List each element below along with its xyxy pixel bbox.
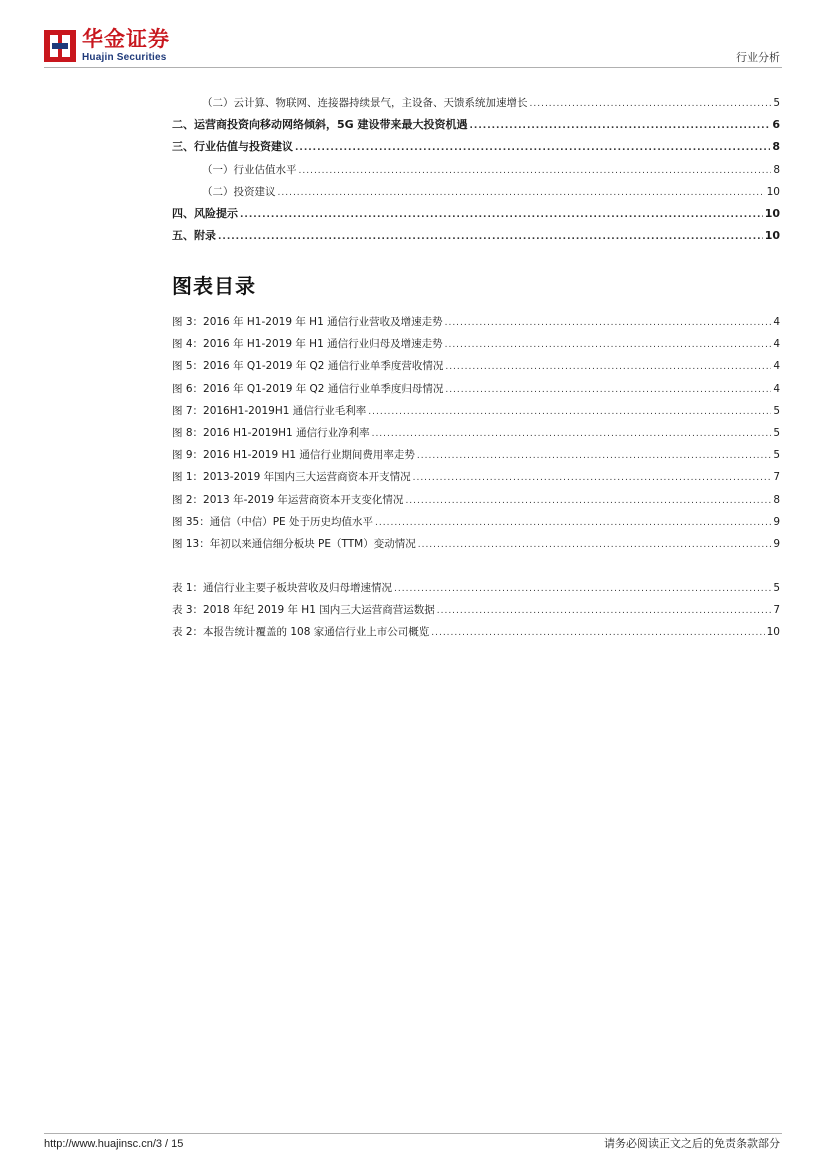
company-name-cn: 华金证券 <box>82 27 170 51</box>
figure-entry-page: 5 <box>773 449 780 462</box>
figure-entry[interactable] <box>172 355 780 377</box>
figure-entry-title: 图 9：2016 H1-2019 H1 通信行业期间费用率走势 <box>172 449 415 462</box>
toc-leader <box>418 534 772 556</box>
toc-leader <box>405 490 771 512</box>
toc-leader <box>437 600 772 622</box>
toc-leader <box>530 93 772 115</box>
toc-leader <box>417 445 771 467</box>
huajin-logo-icon <box>44 30 76 62</box>
toc-entry-page: 5 <box>773 97 780 109</box>
figure-entry[interactable] <box>172 489 780 511</box>
toc-entry-page: 8 <box>772 140 780 154</box>
company-name-en: Huajin Securities <box>82 52 167 63</box>
table-entry[interactable] <box>172 577 780 599</box>
toc-entry-page: 10 <box>766 185 780 198</box>
table-entry-title: 表 1：通信行业主要子板块营收及归母增速情况 <box>172 582 393 594</box>
toc-entry-title: （二）投资建议 <box>202 185 276 198</box>
figure-entry-page: 9 <box>773 515 780 528</box>
table-entry-page: 10 <box>766 626 780 639</box>
footer-disclaimer: 请务必阅读正文之后的免责条款部分 <box>604 1137 780 1150</box>
figure-entry-title: 图 1：2013-2019 年国内三大运营商资本开支情况 <box>172 471 411 484</box>
toc-entry-title: （一）行业估值水平 <box>202 163 297 176</box>
figure-entry-page: 4 <box>773 338 780 351</box>
toc-leader <box>240 204 763 226</box>
figure-entry-title: 图 4：2016 年 H1-2019 年 H1 通信行业归母及增速走势 <box>172 338 443 351</box>
figure-entry[interactable] <box>172 533 780 555</box>
toc-leader <box>375 512 771 534</box>
figure-entry-title: 图 6：2016 年 Q1-2019 年 Q2 通信行业单季度归母情况 <box>172 382 444 395</box>
figure-entry[interactable] <box>172 378 780 400</box>
toc-entry-page: 10 <box>764 229 780 243</box>
toc-entry-page: 6 <box>772 118 780 132</box>
figure-entry-page: 8 <box>773 493 780 506</box>
table-entry-page: 7 <box>773 604 780 617</box>
figure-entry-page: 5 <box>773 426 780 439</box>
toc-entry[interactable] <box>172 181 780 203</box>
table-entry[interactable] <box>172 599 780 621</box>
figure-entry-title: 图 7：2016H1-2019H1 通信行业毛利率 <box>172 404 367 417</box>
toc-entry[interactable] <box>172 203 780 225</box>
figure-entry-title: 图 3：2016 年 H1-2019 年 H1 通信行业营收及增速走势 <box>172 316 443 328</box>
toc-leader <box>431 622 764 644</box>
figure-entry[interactable] <box>172 422 780 444</box>
toc-entry-title: （二）云计算、物联网、连接器持续景气，主设备、天馈系统加速增长 <box>202 97 528 109</box>
figure-entry[interactable] <box>172 444 780 466</box>
toc-leader <box>299 160 772 182</box>
toc-entry-title: 二、运营商投资向移动网络倾斜，5G 建设带来最大投资机遇 <box>172 118 468 132</box>
toc-leader <box>445 356 771 378</box>
toc-entry[interactable] <box>172 92 780 114</box>
figure-entry-page: 4 <box>773 382 780 395</box>
footer-divider <box>44 1133 782 1134</box>
figure-entry-page: 7 <box>773 471 780 484</box>
figures-index-title: 图表目录 <box>172 274 256 298</box>
toc-leader <box>445 379 771 401</box>
toc-entry[interactable] <box>172 136 780 158</box>
figure-entry-page: 4 <box>773 316 780 328</box>
toc-leader <box>278 182 765 204</box>
figure-entry-page: 5 <box>773 404 780 417</box>
toc-leader <box>470 115 771 137</box>
figure-entry-title: 图 35：通信（中信）PE 处于历史均值水平 <box>172 515 374 528</box>
page-header <box>0 0 827 70</box>
figure-entry[interactable] <box>172 466 780 488</box>
figure-entry-page: 9 <box>773 537 780 550</box>
toc-leader <box>368 401 771 423</box>
toc-leader <box>372 423 772 445</box>
table-of-contents <box>172 92 780 247</box>
toc-leader <box>445 312 772 334</box>
figure-entry-title: 图 13：年初以来通信细分板块 PE（TTM）变动情况 <box>172 537 416 550</box>
figure-entry[interactable] <box>172 511 780 533</box>
footer-url-page[interactable]: http://www.huajinsc.cn/3 / 15 <box>44 1138 184 1150</box>
toc-leader <box>218 226 763 248</box>
figure-entry[interactable] <box>172 311 780 333</box>
toc-leader <box>394 578 771 600</box>
toc-entry-page: 10 <box>764 206 780 220</box>
toc-entry[interactable] <box>172 114 780 136</box>
figures-list <box>172 311 780 555</box>
tables-list <box>172 577 780 644</box>
header-divider <box>44 67 782 68</box>
table-entry-title: 表 3：2018 年纪 2019 年 H1 国内三大运营商营运数据 <box>172 604 435 617</box>
toc-entry-title: 三、行业估值与投资建议 <box>172 140 293 154</box>
toc-entry-title: 四、风险提示 <box>172 206 238 220</box>
toc-entry-page: 8 <box>773 163 780 176</box>
table-entry[interactable] <box>172 621 780 643</box>
table-entry-title: 表 2：本报告统计覆盖的 108 家通信行业上市公司概览 <box>172 626 430 639</box>
figure-entry-title: 图 8：2016 H1-2019H1 通信行业净利率 <box>172 426 370 439</box>
figure-entry[interactable] <box>172 333 780 355</box>
toc-leader <box>445 334 772 356</box>
toc-entry[interactable] <box>172 225 780 247</box>
toc-entry[interactable] <box>172 159 780 181</box>
toc-leader <box>295 137 770 159</box>
section-label: 行业分析 <box>736 51 780 64</box>
table-entry-page: 5 <box>773 582 780 594</box>
toc-entry-title: 五、附录 <box>172 229 216 243</box>
figure-entry-page: 4 <box>773 360 780 373</box>
toc-leader <box>413 467 772 489</box>
figure-entry[interactable] <box>172 400 780 422</box>
figure-entry-title: 图 5：2016 年 Q1-2019 年 Q2 通信行业单季度营收情况 <box>172 360 444 373</box>
figure-entry-title: 图 2：2013 年-2019 年运营商资本开支变化情况 <box>172 493 404 506</box>
